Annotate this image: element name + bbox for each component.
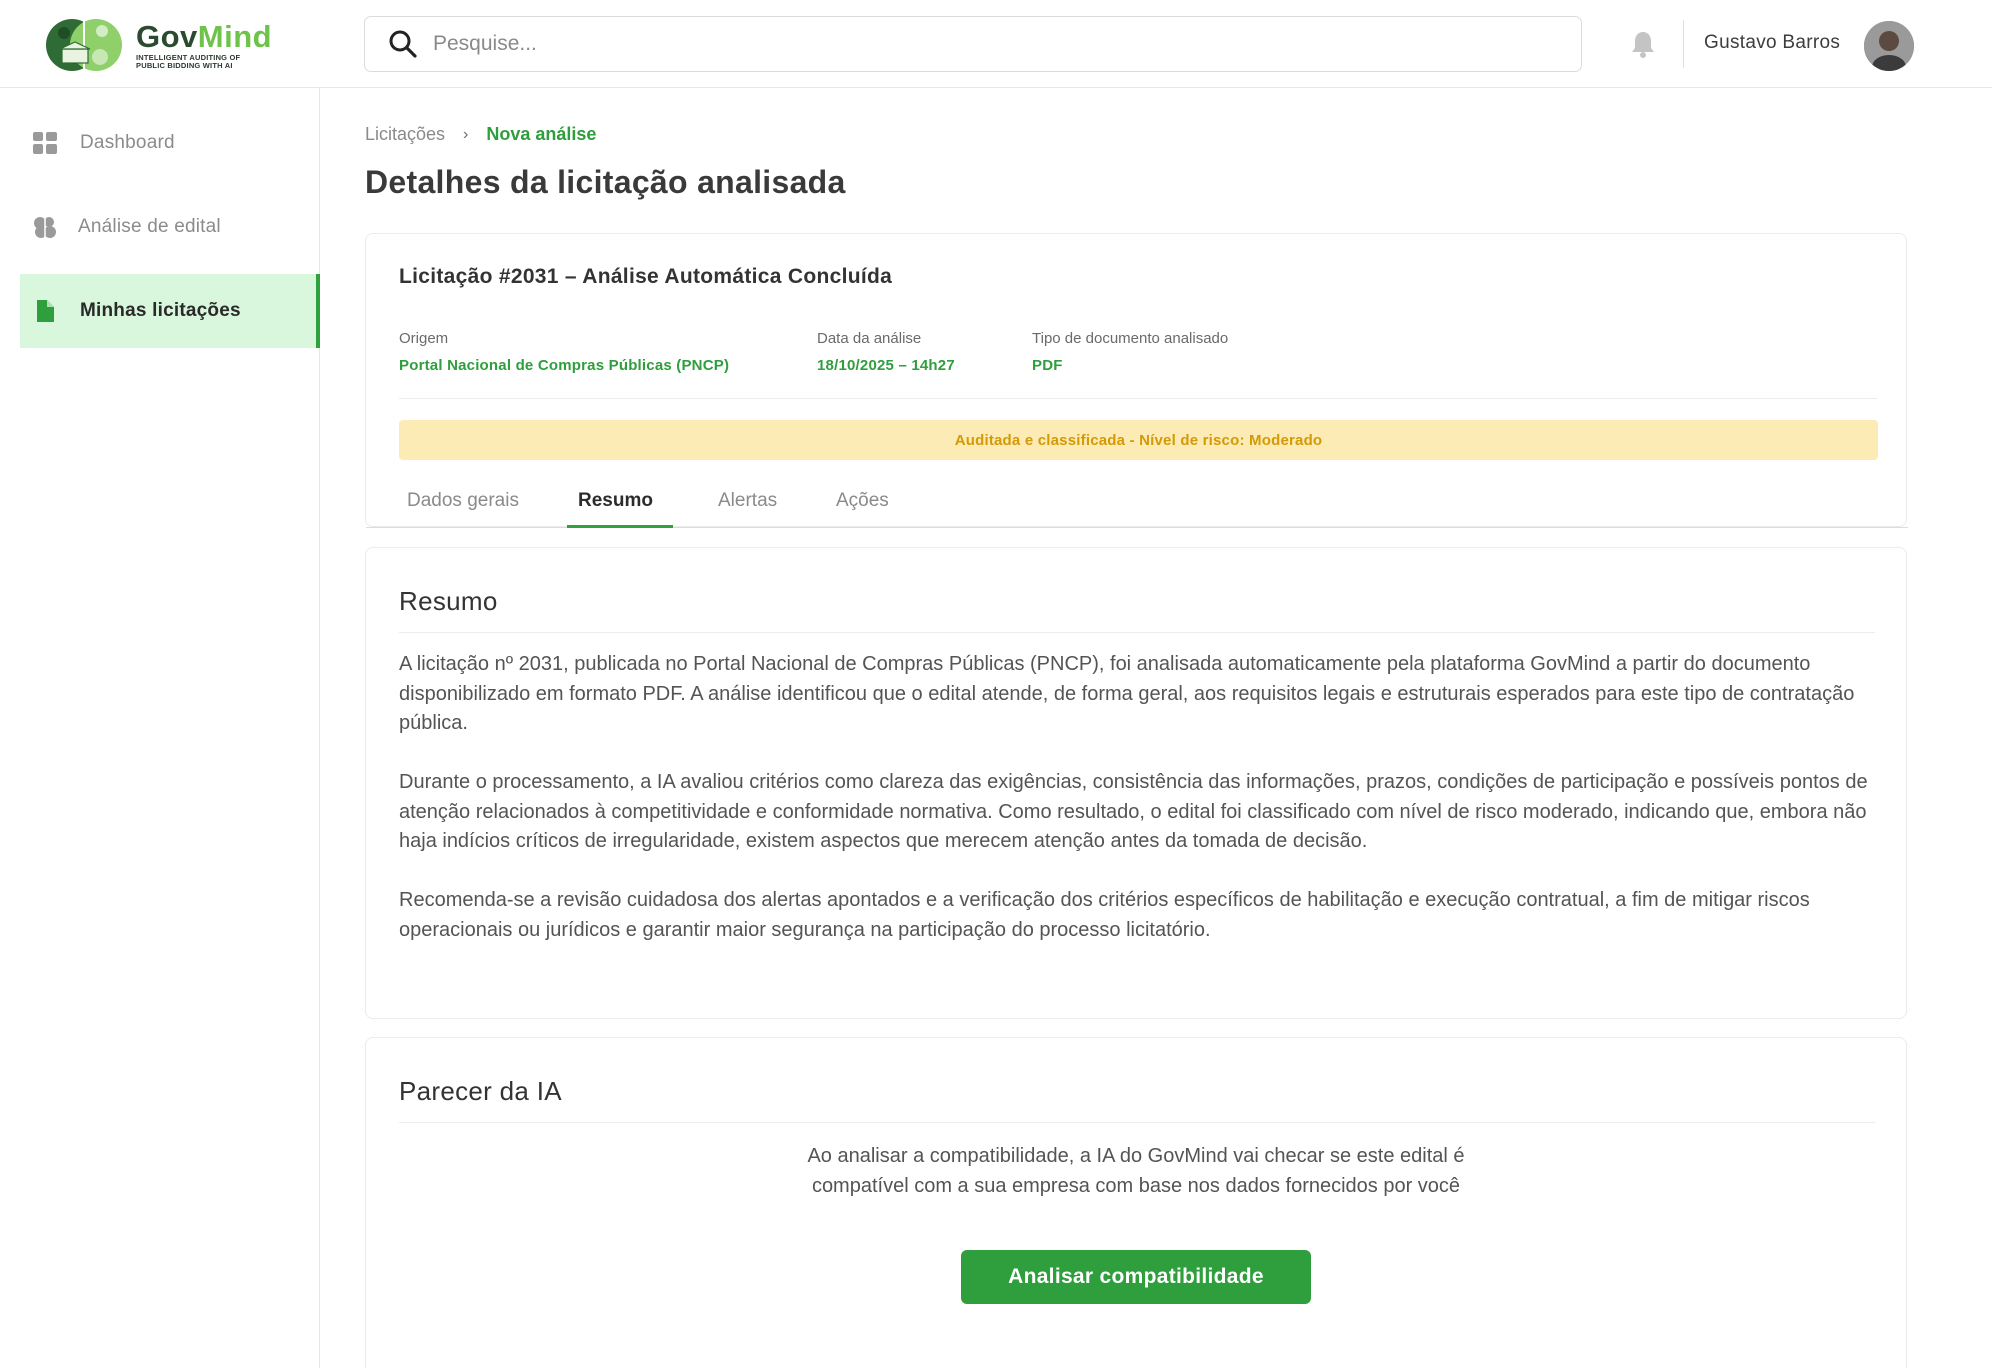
avatar-photo xyxy=(1864,21,1914,71)
sidebar-item-analise-edital[interactable] xyxy=(20,190,320,264)
brain-logo-icon xyxy=(44,9,124,81)
summary-paragraph: Durante o processamento, a IA avaliou critérios como clareza das exigências, consistência das informações, prazos, condições de participação e possíveis pontos de atenção relacionados à competitividade e conformidade normativa. Como resultado, o edital foi classificado com nível de risco moderado, indicando que, embora não haja indícios críticos de irregularidade, existem aspectos que merecem atenção antes da tomada de decisão. xyxy=(399,771,1868,852)
govmind-logo[interactable] xyxy=(44,8,284,82)
divider xyxy=(399,632,1875,633)
brand-name: GovMind xyxy=(136,19,273,54)
tab-dados-gerais[interactable]: Dados gerais xyxy=(407,490,519,511)
divider xyxy=(399,1122,1875,1123)
summary-paragraph: A licitação nº 2031, publicada no Portal Nacional de Compras Públicas (PNCP), foi analisada automaticamente pela plataforma GovMind a partir do documento disponibilizado em formato PDF. A análise identificou que o edital atende, de forma geral, aos requisitos legais e estruturais esperados para este tipo de contratação pública. xyxy=(399,653,1855,734)
tab-bar xyxy=(366,472,1908,528)
page-title: Detalhes da licitação analisada xyxy=(365,164,846,200)
tab-alertas[interactable]: Alertas xyxy=(718,490,778,511)
bell-icon[interactable] xyxy=(1630,30,1656,58)
summary-paragraph: Recomenda-se a revisão cuidadosa dos alertas apontados e a verificação dos critérios específicos de habilitação e execução contratual, a fim de mitigar riscos operacionais ou jurídicos e garantir maior segurança na participação do processo licitatório. xyxy=(399,889,1810,941)
ai-opinion-title: Parecer da IA xyxy=(399,1076,562,1106)
sidebar-item-label: Minhas licitações xyxy=(80,300,241,321)
search-icon xyxy=(387,28,419,60)
document-icon xyxy=(32,298,58,324)
summary-text xyxy=(399,650,1879,975)
summary-title: Resumo xyxy=(399,586,498,616)
sidebar-item-minhas-licitacoes[interactable] xyxy=(20,274,320,348)
summary-card xyxy=(365,547,1907,1019)
origin-value: Portal Nacional de Compras Públicas (PNCP) xyxy=(399,357,730,374)
tab-acoes[interactable]: Ações xyxy=(836,490,889,511)
origin-label: Origem xyxy=(399,330,449,347)
risk-level-badge: Auditada e classificada - Nível de risco: Moderado xyxy=(399,420,1878,460)
sidebar-item-label: Análise de edital xyxy=(78,216,221,237)
breadcrumb xyxy=(365,124,596,145)
doctype-label: Tipo de documento analisado xyxy=(1032,330,1229,347)
brand-tagline: INTELLIGENT AUDITING OF PUBLIC BIDDING WITH AI xyxy=(136,53,241,70)
doctype-value: PDF xyxy=(1032,357,1063,374)
meta-doctype xyxy=(1032,330,1228,374)
sidebar-item-label: Dashboard xyxy=(80,132,175,153)
ai-opinion-card xyxy=(365,1037,1907,1368)
breadcrumb-root[interactable]: Licitações xyxy=(365,124,446,144)
top-header xyxy=(0,0,1992,88)
search-bar[interactable] xyxy=(364,16,1582,72)
sidebar-item-dashboard[interactable] xyxy=(20,106,320,180)
bid-details-card xyxy=(365,233,1907,527)
search-input[interactable] xyxy=(433,32,1533,56)
date-label: Data da análise xyxy=(817,330,922,347)
analyze-compatibility-button[interactable]: Analisar compatibilidade xyxy=(961,1250,1311,1304)
ai-opinion-description: Ao analisar a compatibilidade, a IA do GovMind vai checar se este edital é compatível com a sua empresa com base nos dados fornecidos por você xyxy=(807,1145,1465,1197)
sidebar xyxy=(0,88,320,1368)
active-tab-indicator xyxy=(567,525,673,528)
tab-resumo[interactable]: Resumo xyxy=(578,490,653,511)
meta-origin xyxy=(399,330,729,374)
user-avatar[interactable] xyxy=(1864,21,1914,71)
breadcrumb-current: Nova análise xyxy=(486,124,597,144)
user-name[interactable]: Gustavo Barros xyxy=(1704,32,1841,53)
header-divider xyxy=(1683,20,1684,68)
brain-icon xyxy=(32,214,58,240)
breadcrumb-separator-icon: › xyxy=(463,125,469,143)
grid-icon xyxy=(32,130,58,156)
bid-heading: Licitação #2031 – Análise Automática Concluída xyxy=(399,265,893,288)
meta-date xyxy=(817,330,955,374)
divider xyxy=(399,398,1877,399)
date-value: 18/10/2025 – 14h27 xyxy=(817,357,955,374)
